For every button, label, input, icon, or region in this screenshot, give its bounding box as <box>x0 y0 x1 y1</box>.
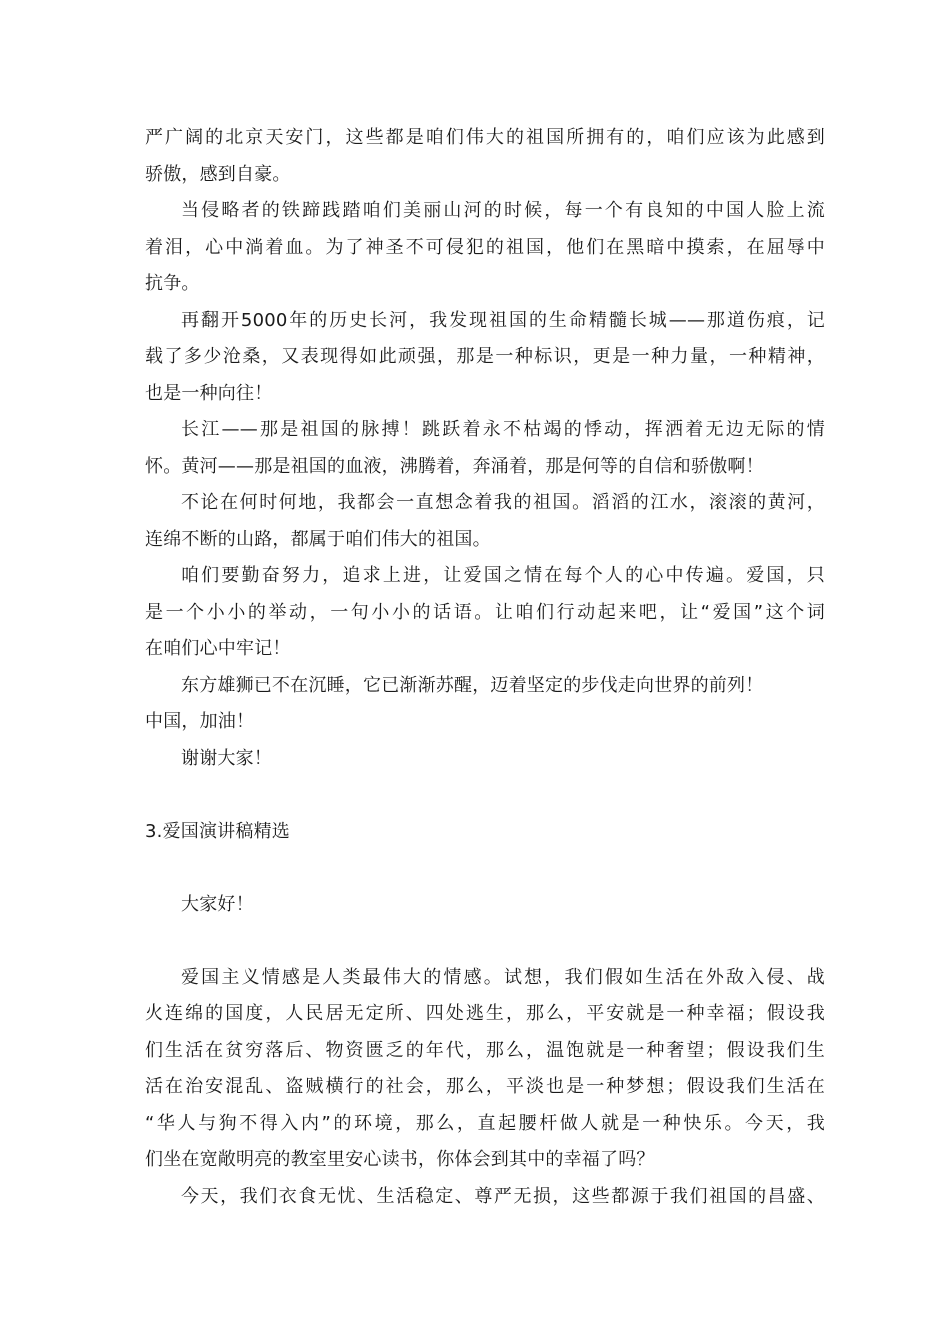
paragraph-line: 是一个小小的举动，一句小小的话语。让咱们行动起来吧，让“爱国”这个词 <box>145 601 825 623</box>
paragraph-line: 在咱们心中牢记！ <box>145 638 291 659</box>
paragraph-line: 们坐在宽敞明亮的教室里安心读书，你体会到其中的幸福了吗？ <box>145 1149 655 1170</box>
paragraph-line: 连绵不断的山路，都属于咱们伟大的祖国。 <box>145 528 491 550</box>
paragraph-line: 东方雄狮已不在沉睡，它已渐渐苏醒，迈着坚定的步伐走向世界的前列！ <box>181 674 764 696</box>
paragraph-line: 载了多少沧桑，又表现得如此顽强，那是一种标识，更是一种力量，一种精神， <box>145 346 825 367</box>
paragraph-line: 也是一种向往！ <box>145 382 273 404</box>
paragraph-line: 怀。黄河——那是祖国的血液，沸腾着，奔涌着，那是何等的自信和骄傲啊！ <box>145 455 764 477</box>
paragraph-line: 不论在何时何地，我都会一直想念着我的祖国。滔滔的江水，滚滚的黄河， <box>181 492 825 513</box>
greeting-line: 大家好！ <box>181 893 254 915</box>
document-body <box>145 120 825 1215</box>
blank-line <box>145 777 825 814</box>
paragraph-line: 当侵略者的铁蹄践踏咱们美丽山河的时候，每一个有良知的中国人脸上流 <box>181 200 825 221</box>
paragraph-line: 骄傲，感到自豪。 <box>145 163 291 185</box>
paragraph-line: 长江——那是祖国的脉搏！跳跃着永不枯竭的悸动，挥洒着无边无际的情 <box>181 419 825 440</box>
paragraph-line: 抗争。 <box>145 273 200 294</box>
blank-line <box>145 923 825 960</box>
section-heading: 3.爱国演讲稿精选 <box>145 820 290 842</box>
paragraph-line: 再翻开5000年的历史长河，我发现祖国的生命精髓长城——那道伤痕，记 <box>181 309 825 331</box>
paragraph-line: 们生活在贫穷落后、物资匮乏的年代，那么，温饱就是一种奢望；假设我们生 <box>145 1039 825 1061</box>
paragraph-line: 活在治安混乱、盗贼横行的社会，那么，平淡也是一种梦想；假设我们生活在 <box>145 1076 825 1097</box>
paragraph-line: 着泪，心中淌着血。为了神圣不可侵犯的祖国，他们在黑暗中摸索，在屈辱中 <box>145 236 825 258</box>
paragraph-line: 今天，我们衣食无忧、生活稳定、尊严无损，这些都源于我们祖国的昌盛、 <box>181 1185 825 1207</box>
paragraph-line: 严广阔的北京天安门，这些都是咱们伟大的祖国所拥有的，咱们应该为此感到 <box>145 127 825 148</box>
paragraph-line: 咱们要勤奋努力，追求上进，让爱国之情在每个人的心中传遍。爱国，只 <box>181 565 825 586</box>
paragraph-line: 火连绵的国度，人民居无定所、四处逃生，那么，平安就是一种幸福；假设我 <box>145 1003 825 1024</box>
blank-line <box>145 850 825 887</box>
paragraph-line: “华人与狗不得入内”的环境，那么，直起腰杆做人就是一种快乐。今天，我 <box>145 1112 825 1134</box>
paragraph-line: 谢谢大家！ <box>181 747 272 769</box>
paragraph-line: 中国，加油！ <box>145 711 255 732</box>
paragraph-line: 爱国主义情感是人类最伟大的情感。试想，我们假如生活在外敌入侵、战 <box>181 966 825 988</box>
